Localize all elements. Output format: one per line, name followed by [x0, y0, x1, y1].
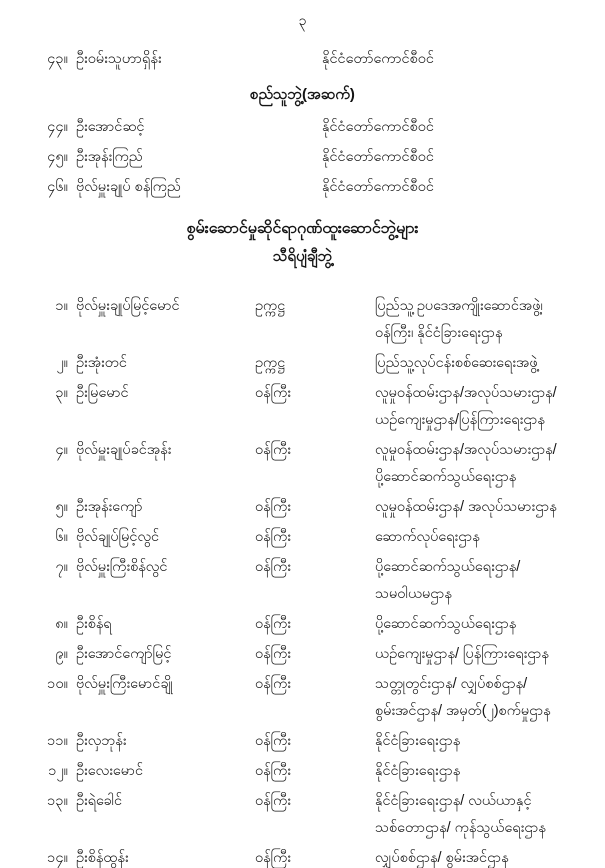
department-line: ယဉ်ကျေးမှုဌာန/ ပြန်ကြားရေးဌာန [375, 646, 549, 662]
row-name: ဦးအုန်းကြည် [76, 149, 143, 165]
row-department [375, 554, 605, 608]
department-line: သတ္တုတွင်းဌာန/ လျှပ်စစ်ဌာန/ [375, 676, 528, 692]
department-line: ပို့ဆောင်ဆက်သွယ်ရေးဌာန [375, 469, 517, 485]
row-department [375, 758, 605, 785]
department-line: စွမ်းအင်ဌာန/ အမှတ်(၂)စက်မှုဌာန [375, 703, 551, 719]
department-line: လူမှုဝန်ထမ်းဌာန/ အလုပ်သမားဌာန [375, 499, 557, 515]
row-position: ဝန်ကြီး [255, 676, 291, 692]
row-number: ၄၃။ [47, 51, 68, 67]
row-name: ဦးလေးမောင် [76, 763, 144, 779]
row-name: ဗိုလ်မှူးချုပ် စန်ကြည် [76, 179, 181, 195]
row-position: ဥက္ကဋ္ဌ [255, 298, 286, 314]
row-number: ၁၂။ [48, 763, 68, 779]
row-name: ဦးအုန်းကျော် [76, 499, 143, 515]
row-number: ၅။ [55, 499, 68, 515]
row-position: ဝန်ကြီး [255, 442, 291, 458]
table-row [0, 46, 605, 73]
row-number: ၂။ [56, 355, 68, 371]
row-name: ဦးဝမ်းသူဟာရှိန်း [76, 51, 162, 67]
row-name: ဗိုလ်မှူးကြီးစိန်လွင် [76, 559, 168, 575]
row-award: နိုင်ငံတော်ကောင်စီဝင် [322, 179, 434, 195]
row-department [375, 845, 605, 868]
department-line: ပြည်သူ့ဥပဒေအကျိုးဆောင်အဖွဲ့၊ [375, 298, 543, 314]
row-department [375, 788, 605, 842]
santhu-continuation-heading: စည်သူဘွဲ့(အဆက်) [250, 86, 355, 103]
table-row [0, 380, 605, 434]
table-row [0, 554, 605, 608]
santhu-rows-before [0, 46, 605, 73]
table-row [0, 611, 605, 638]
department-line: လျှပ်စစ်ဌာန/ စွမ်းအင်ဌာန [375, 850, 509, 866]
row-number: ၁၃။ [47, 793, 68, 809]
row-number: ၁၁။ [47, 733, 68, 749]
row-number: ၄၆။ [47, 179, 68, 195]
row-position: ဝန်ကြီး [255, 733, 291, 749]
row-department [375, 494, 605, 521]
row-name: ဗိုလ်မှူးကြီးမောင်ချို [76, 676, 173, 692]
table-row [0, 174, 605, 201]
row-position: ဝန်ကြီး [255, 793, 291, 809]
row-name: ဦးလှဘုန်း [76, 733, 127, 749]
row-name: ဦးအုံးတင် [76, 355, 127, 371]
table-row [0, 350, 605, 377]
row-award: နိုင်ငံတော်ကောင်စီဝင် [322, 51, 434, 67]
row-department [375, 524, 605, 551]
row-department [375, 671, 605, 725]
department-line: သမဝါယမဌာန [375, 586, 452, 602]
department-line: ပြည်သူ့လုပ်ငန်းစစ်ဆေးရေးအဖွဲ့ [375, 355, 538, 371]
row-award: နိုင်ငံတော်ကောင်စီဝင် [322, 149, 434, 165]
row-position: ဝန်ကြီး [255, 763, 291, 779]
table-row [0, 524, 605, 551]
page-number: ၃ [298, 12, 307, 28]
thiri-pyanchi-subtitle: သီရိပျံချီဘွဲ့ [272, 248, 333, 265]
department-line: နိုင်ငံခြားရေးဌာန [375, 763, 461, 779]
table-row [0, 728, 605, 755]
table-row [0, 114, 605, 141]
row-number: ၇။ [55, 559, 68, 575]
row-number: ၁၀။ [47, 676, 68, 692]
table-row [0, 293, 605, 347]
department-line: နိုင်ငံခြားရေးဌာန/ လယ်ယာနှင့် [375, 793, 532, 809]
row-number: ၄။ [55, 442, 68, 458]
row-number: ၄၄။ [47, 119, 68, 135]
award-rows [0, 293, 605, 868]
row-department [375, 728, 605, 755]
row-award: နိုင်ငံတော်ကောင်စီဝင် [322, 119, 434, 135]
row-department [375, 350, 605, 377]
santhu-rows-after [0, 114, 605, 201]
department-line: ဆောက်လုပ်ရေးဌာန [375, 529, 480, 545]
row-position: ဝန်ကြီး [255, 499, 291, 515]
department-line: လူမှုဝန်ထမ်းဌာန/အလုပ်သမားဌာန/ [375, 442, 557, 458]
performance-awards-title: စွမ်းဆောင်မှုဆိုင်ရာဂုဏ်ထူးဆောင်ဘွဲ့များ [186, 220, 419, 237]
row-department [375, 380, 605, 434]
table-row [0, 641, 605, 668]
row-position: ဝန်ကြီး [255, 616, 291, 632]
row-department [375, 611, 605, 638]
table-row [0, 671, 605, 725]
table-row [0, 144, 605, 171]
department-line: ပို့ဆောင်ဆက်သွယ်ရေးဌာန [375, 616, 517, 632]
row-name: ဦးအောင်ဆင့် [76, 119, 145, 135]
table-row [0, 758, 605, 785]
row-position: ဝန်ကြီး [255, 529, 291, 545]
table-row [0, 494, 605, 521]
row-number: ၁၄။ [47, 850, 68, 866]
department-line: ဝန်ကြီး၊ နိုင်ငံခြားရေးဌာန [375, 325, 503, 341]
row-name: ဦးရဲခေါင် [76, 793, 123, 809]
row-number: ၄၅။ [47, 149, 68, 165]
row-name: ဗိုလ်ချုပ်မြင့်လွင် [76, 529, 160, 545]
row-number: ၉။ [55, 646, 68, 662]
department-line: နိုင်ငံခြားရေးဌာန [375, 733, 461, 749]
row-number: ၁။ [55, 298, 68, 314]
table-row [0, 788, 605, 842]
department-line: ပို့ဆောင်ဆက်သွယ်ရေးဌာန/ [375, 559, 521, 575]
table-row [0, 845, 605, 868]
row-position: ဥက္ကဋ္ဌ [255, 355, 286, 371]
row-number: ၈။ [55, 616, 68, 632]
row-department [375, 641, 605, 668]
department-line: လူမှုဝန်ထမ်းဌာန/အလုပ်သမားဌာန/ [375, 385, 557, 401]
row-name: ဦးစိန်ရ [76, 616, 112, 632]
row-department [375, 293, 605, 347]
row-number: ၃။ [55, 385, 68, 401]
department-line: ယဉ်ကျေးမှုဌာန/ပြန်ကြားရေးဌာန [375, 412, 545, 428]
row-position: ဝန်ကြီး [255, 385, 291, 401]
row-position: ဝန်ကြီး [255, 850, 291, 866]
row-department [375, 437, 605, 491]
row-position: ဝန်ကြီး [255, 646, 291, 662]
row-name: ဗိုလ်မှူးချုပ်ခင်အုန်း [76, 442, 172, 458]
row-position: ဝန်ကြီး [255, 559, 291, 575]
row-name: ဦးစိန်ထွန်း [76, 850, 129, 866]
row-number: ၆။ [55, 529, 68, 545]
department-line: သစ်တောဌာန/ ကုန်သွယ်ရေးဌာန [375, 820, 546, 836]
table-row [0, 437, 605, 491]
row-name: ဗိုလ်မှူးချုပ်မြင့်မောင် [76, 298, 180, 314]
row-name: ဦးအောင်ကျော်မြင့် [76, 646, 172, 662]
row-name: ဦးမြမောင် [76, 385, 129, 401]
